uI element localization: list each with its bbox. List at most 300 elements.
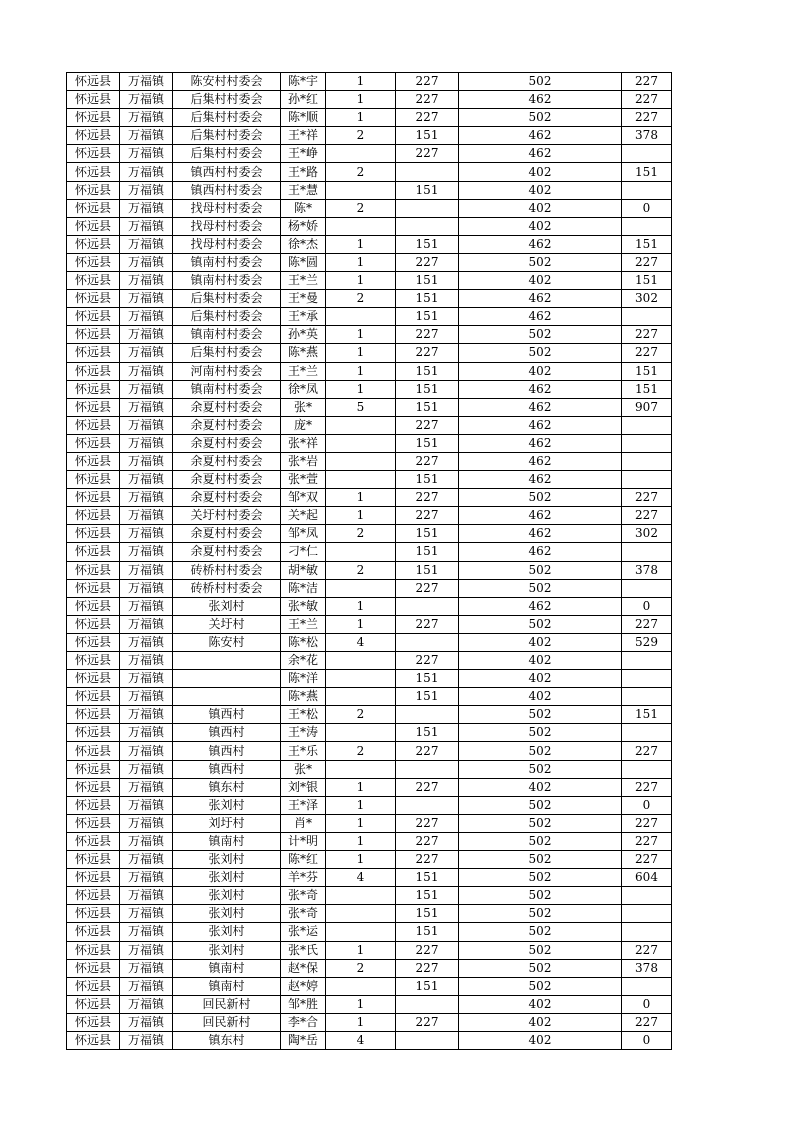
total-cell: [622, 760, 672, 778]
town-cell: 万福镇: [120, 724, 173, 742]
value-b-cell: 402: [459, 670, 622, 688]
value-a-cell: [396, 796, 459, 814]
county-cell: 怀远县: [67, 163, 120, 181]
count-cell: 1: [326, 253, 396, 271]
village-cell: [173, 670, 281, 688]
table-row: [67, 253, 672, 271]
county-cell: 怀远县: [67, 434, 120, 452]
village-cell: 砖桥村村委会: [173, 561, 281, 579]
table-row: [67, 272, 672, 290]
table-row: [67, 977, 672, 995]
table-row: [67, 670, 672, 688]
value-b-cell: 502: [459, 977, 622, 995]
value-a-cell: 227: [396, 145, 459, 163]
name-cell: 王*曼: [281, 290, 326, 308]
village-cell: 余夏村村委会: [173, 489, 281, 507]
value-b-cell: 502: [459, 796, 622, 814]
name-cell: 张*萱: [281, 471, 326, 489]
county-cell: 怀远县: [67, 597, 120, 615]
value-a-cell: [396, 760, 459, 778]
total-cell: [622, 887, 672, 905]
name-cell: 陈*燕: [281, 344, 326, 362]
town-cell: 万福镇: [120, 380, 173, 398]
value-a-cell: 227: [396, 507, 459, 525]
value-b-cell: 462: [459, 127, 622, 145]
name-cell: 陈*松: [281, 633, 326, 651]
value-a-cell: 227: [396, 579, 459, 597]
town-cell: 万福镇: [120, 615, 173, 633]
name-cell: 王*兰: [281, 362, 326, 380]
village-cell: 镇东村: [173, 778, 281, 796]
value-b-cell: 502: [459, 724, 622, 742]
village-cell: [173, 688, 281, 706]
name-cell: 王*慧: [281, 181, 326, 199]
county-cell: 怀远县: [67, 398, 120, 416]
value-a-cell: 151: [396, 525, 459, 543]
value-a-cell: 151: [396, 235, 459, 253]
count-cell: 1: [326, 380, 396, 398]
town-cell: 万福镇: [120, 688, 173, 706]
town-cell: 万福镇: [120, 525, 173, 543]
value-b-cell: 502: [459, 326, 622, 344]
table-row: [67, 507, 672, 525]
value-b-cell: 502: [459, 579, 622, 597]
value-a-cell: [396, 706, 459, 724]
value-b-cell: 502: [459, 760, 622, 778]
count-cell: 4: [326, 1031, 396, 1049]
value-b-cell: 462: [459, 471, 622, 489]
count-cell: 1: [326, 91, 396, 109]
table-row: [67, 471, 672, 489]
county-cell: 怀远县: [67, 615, 120, 633]
table-row: [67, 217, 672, 235]
village-cell: 镇南村村委会: [173, 326, 281, 344]
village-cell: 镇西村: [173, 724, 281, 742]
name-cell: 张*氏: [281, 941, 326, 959]
total-cell: [622, 452, 672, 470]
town-cell: 万福镇: [120, 832, 173, 850]
county-cell: 怀远县: [67, 670, 120, 688]
total-cell: 529: [622, 633, 672, 651]
table-row: [67, 308, 672, 326]
count-cell: 1: [326, 814, 396, 832]
county-cell: 怀远县: [67, 145, 120, 163]
county-cell: 怀远县: [67, 181, 120, 199]
town-cell: 万福镇: [120, 887, 173, 905]
value-b-cell: 402: [459, 652, 622, 670]
value-b-cell: 502: [459, 832, 622, 850]
name-cell: 肖*: [281, 814, 326, 832]
table-row: [67, 416, 672, 434]
value-a-cell: 151: [396, 471, 459, 489]
village-cell: 镇南村: [173, 977, 281, 995]
table-row: [67, 652, 672, 670]
total-cell: 227: [622, 73, 672, 91]
name-cell: 陈*顺: [281, 109, 326, 127]
county-cell: 怀远县: [67, 489, 120, 507]
village-cell: 回民新村: [173, 1013, 281, 1031]
count-cell: [326, 905, 396, 923]
value-a-cell: 151: [396, 543, 459, 561]
value-b-cell: 402: [459, 1031, 622, 1049]
value-b-cell: 402: [459, 1013, 622, 1031]
total-cell: 302: [622, 525, 672, 543]
count-cell: [326, 452, 396, 470]
value-b-cell: 462: [459, 543, 622, 561]
value-a-cell: 227: [396, 814, 459, 832]
town-cell: 万福镇: [120, 977, 173, 995]
village-cell: 镇南村: [173, 832, 281, 850]
town-cell: 万福镇: [120, 91, 173, 109]
value-a-cell: 227: [396, 416, 459, 434]
village-cell: 后集村村委会: [173, 127, 281, 145]
count-cell: [326, 181, 396, 199]
village-cell: [173, 652, 281, 670]
town-cell: 万福镇: [120, 235, 173, 253]
village-cell: 后集村村委会: [173, 145, 281, 163]
total-cell: 227: [622, 742, 672, 760]
value-b-cell: 402: [459, 778, 622, 796]
table-row: [67, 163, 672, 181]
count-cell: [326, 724, 396, 742]
village-cell: 张刘村: [173, 905, 281, 923]
total-cell: 227: [622, 109, 672, 127]
village-cell: 张刘村: [173, 887, 281, 905]
town-cell: 万福镇: [120, 362, 173, 380]
total-cell: [622, 217, 672, 235]
value-a-cell: 151: [396, 869, 459, 887]
value-a-cell: 151: [396, 272, 459, 290]
name-cell: 张*奇: [281, 887, 326, 905]
total-cell: 227: [622, 344, 672, 362]
value-a-cell: 227: [396, 851, 459, 869]
county-cell: 怀远县: [67, 1013, 120, 1031]
county-cell: 怀远县: [67, 452, 120, 470]
count-cell: 4: [326, 633, 396, 651]
village-cell: 余夏村村委会: [173, 525, 281, 543]
county-cell: 怀远县: [67, 706, 120, 724]
county-cell: 怀远县: [67, 416, 120, 434]
table-row: [67, 869, 672, 887]
value-b-cell: 462: [459, 308, 622, 326]
value-b-cell: 402: [459, 633, 622, 651]
value-b-cell: 462: [459, 452, 622, 470]
town-cell: 万福镇: [120, 199, 173, 217]
village-cell: 镇东村: [173, 1031, 281, 1049]
town-cell: 万福镇: [120, 778, 173, 796]
value-a-cell: 227: [396, 652, 459, 670]
table-row: [67, 633, 672, 651]
count-cell: [326, 471, 396, 489]
count-cell: 1: [326, 272, 396, 290]
name-cell: 张*敏: [281, 597, 326, 615]
value-b-cell: 402: [459, 362, 622, 380]
total-cell: 151: [622, 272, 672, 290]
village-cell: 后集村村委会: [173, 344, 281, 362]
value-a-cell: 151: [396, 670, 459, 688]
count-cell: [326, 923, 396, 941]
village-cell: 找母村村委会: [173, 235, 281, 253]
county-cell: 怀远县: [67, 959, 120, 977]
value-a-cell: 227: [396, 832, 459, 850]
value-b-cell: 402: [459, 217, 622, 235]
county-cell: 怀远县: [67, 579, 120, 597]
town-cell: 万福镇: [120, 851, 173, 869]
value-a-cell: 227: [396, 73, 459, 91]
value-a-cell: 151: [396, 561, 459, 579]
value-a-cell: [396, 163, 459, 181]
value-b-cell: 502: [459, 941, 622, 959]
table-row: [67, 181, 672, 199]
count-cell: 1: [326, 778, 396, 796]
total-cell: [622, 670, 672, 688]
count-cell: [326, 308, 396, 326]
town-cell: 万福镇: [120, 633, 173, 651]
village-cell: 镇西村: [173, 760, 281, 778]
town-cell: 万福镇: [120, 217, 173, 235]
value-a-cell: 151: [396, 905, 459, 923]
name-cell: 刘*银: [281, 778, 326, 796]
value-a-cell: 151: [396, 308, 459, 326]
value-b-cell: 462: [459, 145, 622, 163]
name-cell: 王*松: [281, 706, 326, 724]
county-cell: 怀远县: [67, 471, 120, 489]
count-cell: 1: [326, 326, 396, 344]
table-row: [67, 561, 672, 579]
count-cell: 1: [326, 73, 396, 91]
table-row: [67, 489, 672, 507]
total-cell: 0: [622, 199, 672, 217]
name-cell: 余*花: [281, 652, 326, 670]
value-a-cell: 151: [396, 127, 459, 145]
value-b-cell: 502: [459, 887, 622, 905]
total-cell: [622, 977, 672, 995]
value-b-cell: 502: [459, 959, 622, 977]
county-cell: 怀远县: [67, 199, 120, 217]
total-cell: 227: [622, 615, 672, 633]
name-cell: 王*涛: [281, 724, 326, 742]
town-cell: 万福镇: [120, 181, 173, 199]
count-cell: 2: [326, 163, 396, 181]
table-row: [67, 760, 672, 778]
town-cell: 万福镇: [120, 73, 173, 91]
town-cell: 万福镇: [120, 507, 173, 525]
town-cell: 万福镇: [120, 398, 173, 416]
table-row: [67, 199, 672, 217]
total-cell: 0: [622, 796, 672, 814]
value-b-cell: 462: [459, 507, 622, 525]
village-cell: 后集村村委会: [173, 91, 281, 109]
value-a-cell: [396, 633, 459, 651]
county-cell: 怀远县: [67, 561, 120, 579]
table-row: [67, 615, 672, 633]
value-b-cell: 462: [459, 91, 622, 109]
count-cell: 2: [326, 706, 396, 724]
town-cell: 万福镇: [120, 742, 173, 760]
table-row: [67, 73, 672, 91]
value-b-cell: 462: [459, 290, 622, 308]
value-b-cell: 502: [459, 706, 622, 724]
count-cell: [326, 887, 396, 905]
total-cell: 227: [622, 1013, 672, 1031]
name-cell: 孙*英: [281, 326, 326, 344]
county-cell: 怀远县: [67, 814, 120, 832]
town-cell: 万福镇: [120, 905, 173, 923]
county-cell: 怀远县: [67, 235, 120, 253]
county-cell: 怀远县: [67, 73, 120, 91]
value-a-cell: 151: [396, 887, 459, 905]
village-cell: 陈安村: [173, 633, 281, 651]
value-b-cell: 502: [459, 109, 622, 127]
town-cell: 万福镇: [120, 1031, 173, 1049]
total-cell: 604: [622, 869, 672, 887]
county-cell: 怀远县: [67, 253, 120, 271]
town-cell: 万福镇: [120, 796, 173, 814]
county-cell: 怀远县: [67, 1031, 120, 1049]
name-cell: 张*岩: [281, 452, 326, 470]
village-cell: 余夏村村委会: [173, 416, 281, 434]
value-a-cell: 151: [396, 380, 459, 398]
table-row: [67, 434, 672, 452]
count-cell: 1: [326, 362, 396, 380]
total-cell: [622, 543, 672, 561]
village-cell: 镇西村: [173, 706, 281, 724]
county-cell: 怀远县: [67, 905, 120, 923]
count-cell: 1: [326, 235, 396, 253]
village-cell: 后集村村委会: [173, 308, 281, 326]
town-cell: 万福镇: [120, 597, 173, 615]
county-cell: 怀远县: [67, 796, 120, 814]
table-row: [67, 1013, 672, 1031]
table-row: [67, 109, 672, 127]
total-cell: 227: [622, 507, 672, 525]
count-cell: 1: [326, 615, 396, 633]
value-b-cell: 402: [459, 163, 622, 181]
town-cell: 万福镇: [120, 290, 173, 308]
name-cell: 陈*宇: [281, 73, 326, 91]
town-cell: 万福镇: [120, 670, 173, 688]
name-cell: 王*泽: [281, 796, 326, 814]
value-a-cell: [396, 199, 459, 217]
village-cell: 张刘村: [173, 941, 281, 959]
county-cell: 怀远县: [67, 760, 120, 778]
count-cell: [326, 670, 396, 688]
value-b-cell: 502: [459, 253, 622, 271]
total-cell: 151: [622, 235, 672, 253]
data-table: [66, 72, 672, 1050]
town-cell: 万福镇: [120, 995, 173, 1013]
table-row: [67, 688, 672, 706]
village-cell: 后集村村委会: [173, 290, 281, 308]
total-cell: 378: [622, 561, 672, 579]
name-cell: 张*: [281, 760, 326, 778]
town-cell: 万福镇: [120, 941, 173, 959]
value-a-cell: 227: [396, 109, 459, 127]
village-cell: 后集村村委会: [173, 109, 281, 127]
county-cell: 怀远县: [67, 308, 120, 326]
value-b-cell: 462: [459, 398, 622, 416]
village-cell: 镇西村村委会: [173, 181, 281, 199]
total-cell: [622, 923, 672, 941]
value-a-cell: 227: [396, 1013, 459, 1031]
total-cell: 227: [622, 851, 672, 869]
count-cell: 2: [326, 199, 396, 217]
value-b-cell: 402: [459, 199, 622, 217]
count-cell: 1: [326, 995, 396, 1013]
table-row: [67, 525, 672, 543]
value-b-cell: 502: [459, 869, 622, 887]
county-cell: 怀远县: [67, 995, 120, 1013]
village-cell: 河南村村委会: [173, 362, 281, 380]
total-cell: 227: [622, 778, 672, 796]
county-cell: 怀远县: [67, 543, 120, 561]
village-cell: 张刘村: [173, 851, 281, 869]
value-a-cell: [396, 597, 459, 615]
total-cell: [622, 471, 672, 489]
total-cell: [622, 145, 672, 163]
village-cell: 刘圩村: [173, 814, 281, 832]
value-a-cell: 227: [396, 941, 459, 959]
total-cell: 227: [622, 253, 672, 271]
total-cell: [622, 181, 672, 199]
count-cell: 4: [326, 869, 396, 887]
village-cell: 余夏村村委会: [173, 398, 281, 416]
table-row: [67, 887, 672, 905]
value-a-cell: 151: [396, 923, 459, 941]
name-cell: 陈*圆: [281, 253, 326, 271]
name-cell: 陶*岳: [281, 1031, 326, 1049]
name-cell: 计*明: [281, 832, 326, 850]
value-b-cell: 462: [459, 597, 622, 615]
table-row: [67, 832, 672, 850]
name-cell: 陈*红: [281, 851, 326, 869]
value-b-cell: 502: [459, 905, 622, 923]
total-cell: 151: [622, 163, 672, 181]
count-cell: 1: [326, 941, 396, 959]
total-cell: 302: [622, 290, 672, 308]
county-cell: 怀远县: [67, 887, 120, 905]
table-row: [67, 742, 672, 760]
name-cell: 刁*仁: [281, 543, 326, 561]
count-cell: 1: [326, 344, 396, 362]
count-cell: [326, 652, 396, 670]
value-b-cell: 462: [459, 434, 622, 452]
value-b-cell: 502: [459, 814, 622, 832]
county-cell: 怀远县: [67, 633, 120, 651]
village-cell: 砖桥村村委会: [173, 579, 281, 597]
town-cell: 万福镇: [120, 489, 173, 507]
value-a-cell: 151: [396, 362, 459, 380]
count-cell: [326, 977, 396, 995]
count-cell: 1: [326, 1013, 396, 1031]
village-cell: 张刘村: [173, 597, 281, 615]
name-cell: 赵*婷: [281, 977, 326, 995]
name-cell: 关*起: [281, 507, 326, 525]
value-a-cell: 227: [396, 326, 459, 344]
county-cell: 怀远县: [67, 869, 120, 887]
county-cell: 怀远县: [67, 688, 120, 706]
name-cell: 徐*杰: [281, 235, 326, 253]
table-row: [67, 91, 672, 109]
count-cell: [326, 434, 396, 452]
total-cell: 0: [622, 1031, 672, 1049]
table-row: [67, 923, 672, 941]
total-cell: [622, 724, 672, 742]
total-cell: 378: [622, 127, 672, 145]
name-cell: 邹*凤: [281, 525, 326, 543]
value-a-cell: 151: [396, 724, 459, 742]
village-cell: 张刘村: [173, 796, 281, 814]
